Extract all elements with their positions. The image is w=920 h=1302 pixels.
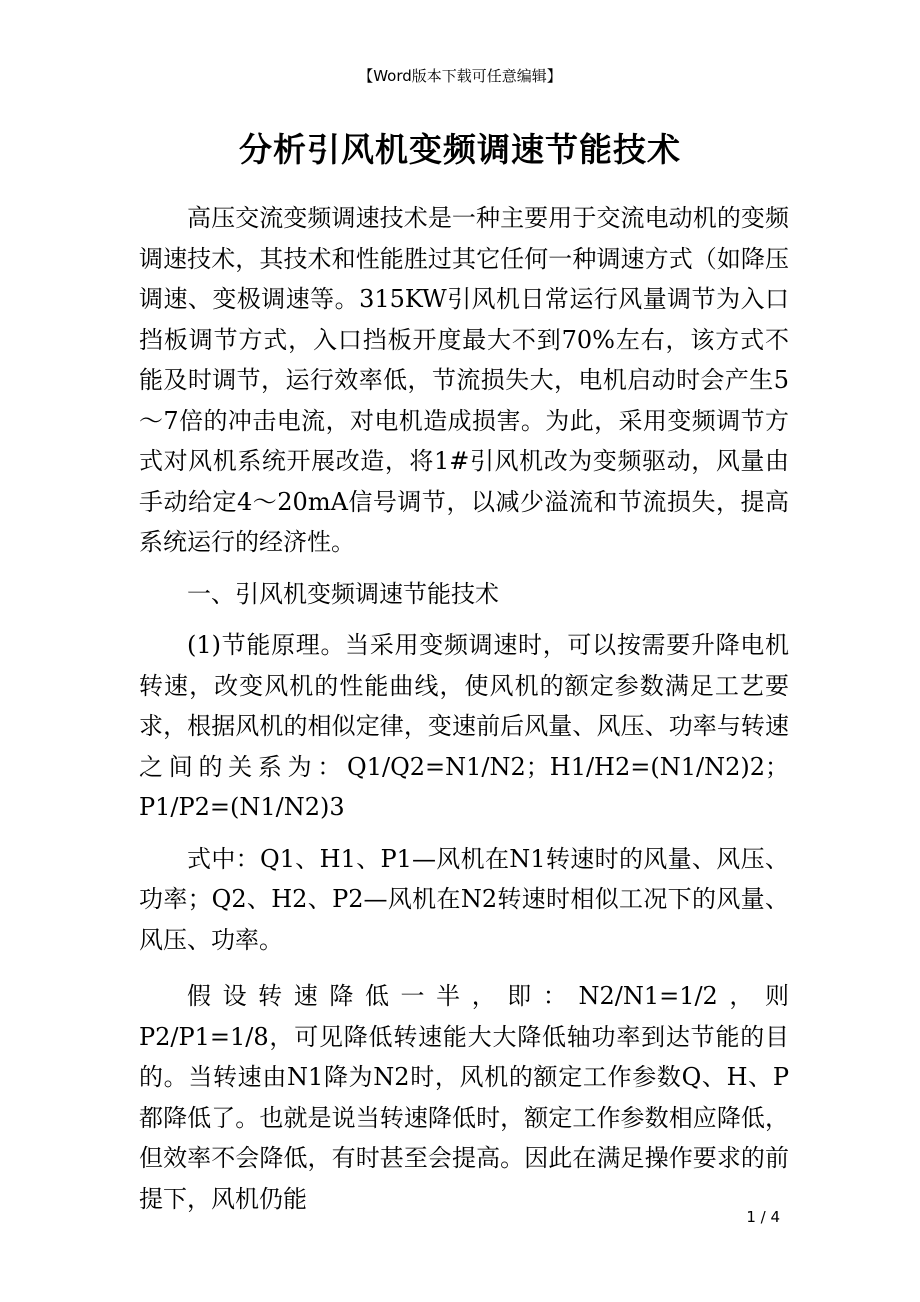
header-note: 【Word版本下载可任意编辑】 (358, 67, 562, 85)
paragraph-intro: 高压交流变频调速技术是一种主要用于交流电动机的变频调速技术，其技术和性能胜过其它任何一种调速方式（如降压调速、变极调速等。315KW引风机日常运行风量调节为入口挡板调节方式，入口挡板开度最大不到70%左右，该方式不能及时调节，运行效率低，节流损失大，电机启动时会产生5～7倍的冲击电流，对电机造成损害。为此，采用变频调节方式对风机系统开展改造，将1#引风机改为变频驱动，风量由手动给定4～20mA信号调节，以减少溢流和节流损失，提高系统运行的经济性。 (139, 204, 789, 556)
paragraph-example: 假设转速降低一半，即：N2/N1=1/2，则P2/P1=1/8，可见降低转速能大大降低轴功率到达节能的目的。当转速由N1降为N2时，风机的额定工作参数Q、H、P都降低了。也就是说当转速降低时，额定工作参数相应降低，但效率不会降低，有时甚至会提高。因此在满足操作要求的前提下，风机仍能 (139, 982, 789, 1213)
document-title: 分析引风机变频调速节能技术 (239, 130, 681, 169)
page-number: 1 / 4 (746, 1208, 780, 1226)
section-heading: 一、引风机变频调速节能技术 (187, 579, 499, 608)
paragraph-formula-notes: 式中：Q1、H1、P1—风机在N1转速时的风量、风压、功率；Q2、H2、P2—风机在N2转速时相似工况下的风量、风压、功率。 (139, 844, 789, 954)
document-body (139, 198, 789, 1219)
paragraph-principle: (1)节能原理。当采用变频调速时，可以按需要升降电机转速，改变风机的性能曲线，使风机的额定参数满足工艺要求，根据风机的相似定律，变速前后风量、风压、功率与转速之间的关系为：Q1/Q2=N1/N2；H1/H2=(N1/N2)2；P1/P2=(N1/N2)3 (139, 631, 789, 821)
